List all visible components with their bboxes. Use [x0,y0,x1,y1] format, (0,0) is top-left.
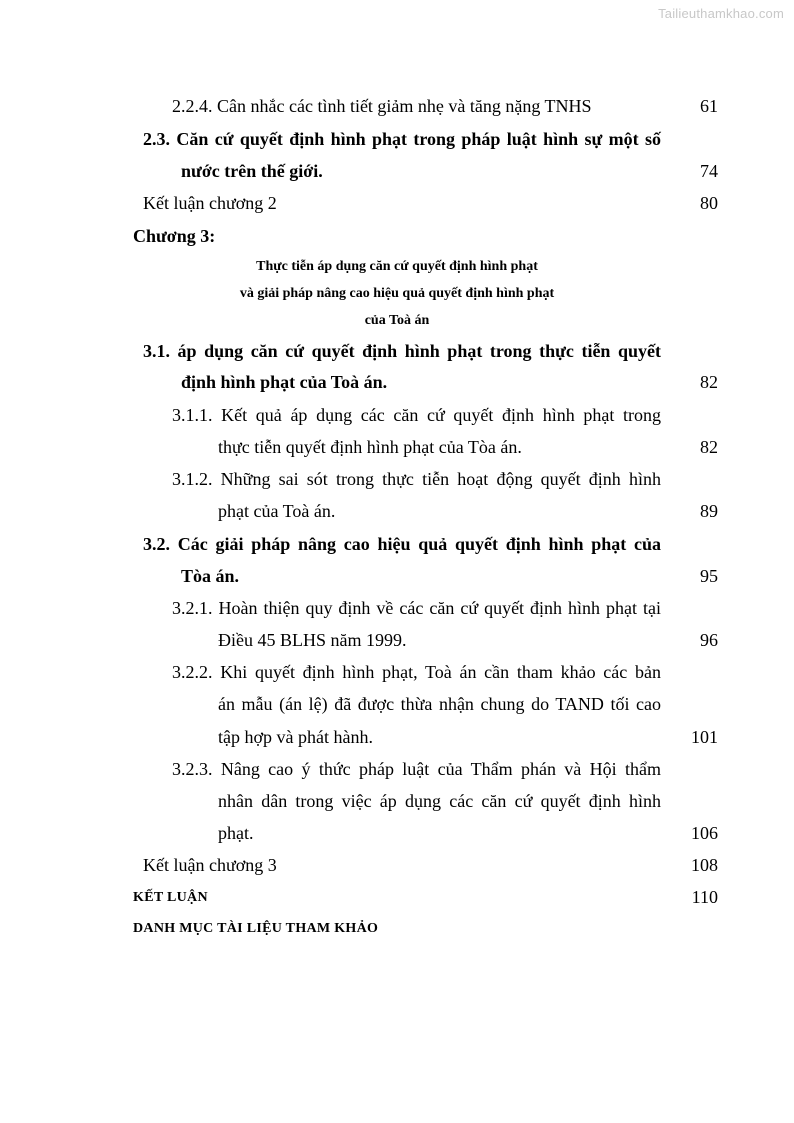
toc-conclusion: KẾT LUẬN [133,890,208,905]
toc-entry-3-2-2-cont2: tập hợp và phát hành. [218,727,373,747]
toc-entry-3-2-1-cont: Điều 45 BLHS năm 1999. [218,630,407,650]
toc-page-number: 80 [700,193,718,213]
toc-page-number: 74 [700,161,718,181]
toc-page-number: 106 [691,823,718,843]
toc-page-number: 61 [700,96,718,116]
toc-conclusion-chapter-3: Kết luận chương 3 [143,855,277,875]
toc-section-3-2: 3.2. Các giải pháp nâng cao hiệu quả quyết định hình phạt của [143,534,661,554]
toc-entry-3-1-1: 3.1.1. Kết quả áp dụng các căn cứ quyết định hình phạt trong [172,405,661,425]
toc-entry-3-2-3-cont2: phạt. [218,823,254,843]
toc-section-2-3: 2.3. Căn cứ quyết định hình phạt trong pháp luật hình sự một số [143,129,661,149]
toc-conclusion-chapter-2: Kết luận chương 2 [143,193,277,213]
toc-section-3-1-cont: định hình phạt của Toà án. [181,372,388,392]
toc-entry-3-2-3: 3.2.3. Nâng cao ý thức pháp luật của Thẩm phán và Hội thẩm [172,759,661,779]
toc-section-2-3-cont: nước trên thế giới. [181,161,323,181]
toc-chapter-3-label: Chương 3: [133,226,216,246]
toc-entry-3-2-3-cont: nhân dân trong việc áp dụng các căn cứ quyết định hình [218,791,661,811]
toc-references: DANH MỤC TÀI LIỆU THAM KHẢO [133,921,379,936]
toc-entry-2-2-4: 2.2.4. Cân nhắc các tình tiết giảm nhẹ và tăng nặng TNHS [172,96,592,116]
toc-entry-3-2-1: 3.2.1. Hoàn thiện quy định về các căn cứ quyết định hình phạt tại [172,598,661,618]
toc-page-number: 110 [691,887,718,907]
toc-entry-3-2-2: 3.2.2. Khi quyết định hình phạt, Toà án cần tham khảo các bản [172,662,661,682]
toc-entry-3-1-2: 3.1.2. Những sai sót trong thực tiễn hoạt động quyết định hình [172,469,661,489]
toc-page-number: 89 [700,501,718,521]
toc-page-number: 82 [700,372,718,392]
toc-section-3-2-cont: Tòa án. [181,566,240,586]
toc-page-number: 108 [691,855,718,875]
toc-entry-3-2-2-cont: án mẫu (án lệ) đã được thừa nhận chung do TAND tối cao [218,694,661,714]
toc-page-number: 101 [691,727,718,747]
watermark: Tailieuthamkhao.com [658,6,784,21]
toc-chapter-3-title-line2: và giải pháp nâng cao hiệu quả quyết định hình phạt [239,286,555,301]
toc-page-number: 82 [700,437,718,457]
toc-chapter-3-title-line3: của Toà án [364,313,430,328]
toc-entry-3-1-2-cont: phạt của Toà án. [218,501,336,521]
toc-page-number: 95 [700,566,718,586]
toc-chapter-3-title-line1: Thực tiễn áp dụng căn cứ quyết định hình phạt [256,259,538,274]
toc-section-3-1: 3.1. áp dụng căn cứ quyết định hình phạt trong thực tiễn quyết [143,341,661,361]
toc-page-number: 96 [700,630,718,650]
toc-entry-3-1-1-cont: thực tiễn quyết định hình phạt của Tòa án. [218,437,522,457]
